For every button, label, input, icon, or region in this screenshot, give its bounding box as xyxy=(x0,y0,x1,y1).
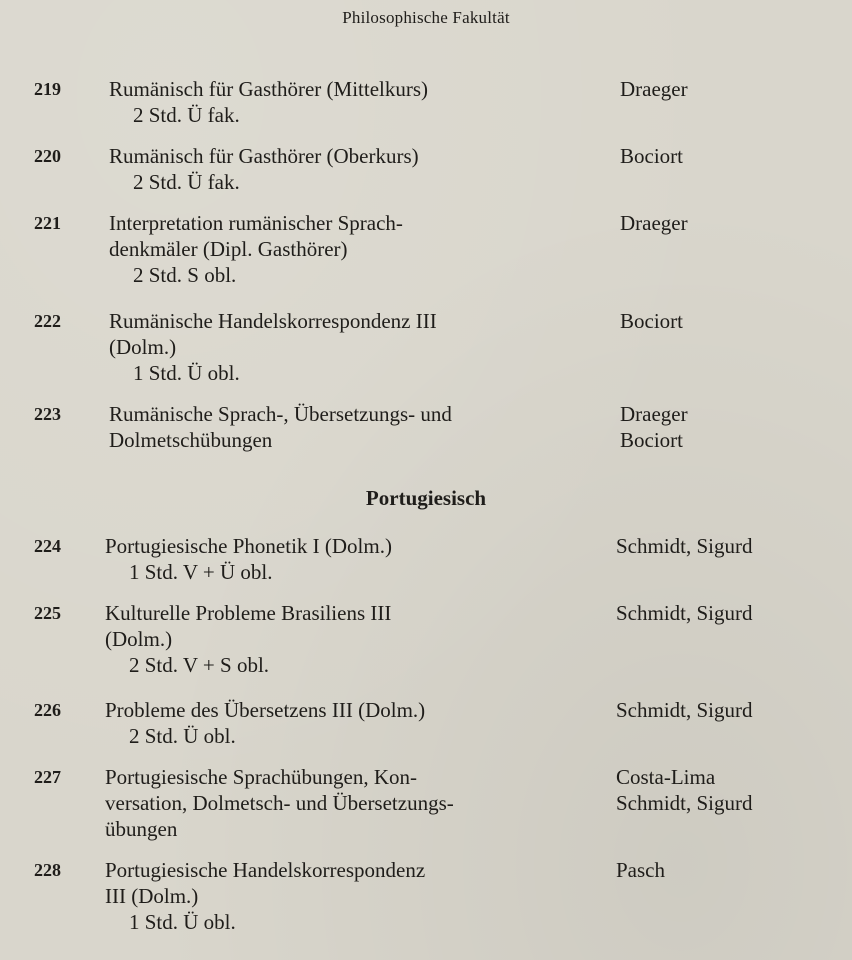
course-title xyxy=(105,764,605,842)
course-hours: 2 Std. Ü obl. xyxy=(129,724,236,748)
course-teacher xyxy=(616,697,753,723)
course-title-line: versation, Dolmetsch- und Übersetzungs- xyxy=(105,791,454,815)
course-teacher xyxy=(620,210,688,236)
course-number: 223 xyxy=(34,404,61,424)
course-title-line: Portugiesische Phonetik I (Dolm.) xyxy=(105,534,392,558)
teacher-name: Bociort xyxy=(620,144,683,168)
course-teacher xyxy=(616,533,753,559)
course-number: 226 xyxy=(34,700,61,720)
teacher-name: Bociort xyxy=(620,428,683,452)
course-title-line: III (Dolm.) xyxy=(105,884,199,908)
course-teacher xyxy=(620,143,683,169)
teacher-name: Schmidt, Sigurd xyxy=(616,791,753,815)
course-hours: 2 Std. V + S obl. xyxy=(129,653,270,677)
course-title xyxy=(105,857,605,935)
course-title xyxy=(109,210,609,288)
course-teacher xyxy=(620,308,683,334)
course-hours: 1 Std. V + Ü obl. xyxy=(129,560,273,584)
course-title-line: Probleme des Übersetzens III (Dolm.) xyxy=(105,698,426,722)
course-hours: 2 Std. Ü fak. xyxy=(133,103,240,127)
teacher-name: Bociort xyxy=(620,309,683,333)
course-hours: 2 Std. S obl. xyxy=(133,263,237,287)
course-title-line: Rumänische Handelskorrespondenz III xyxy=(109,309,437,333)
course-title-line: Dolmetschübungen xyxy=(109,428,273,452)
course-title xyxy=(105,697,605,749)
course-title-line: Rumänische Sprach-, Übersetzungs- und xyxy=(109,402,452,426)
course-teacher xyxy=(616,764,753,816)
teacher-name: Schmidt, Sigurd xyxy=(616,601,753,625)
teacher-name: Schmidt, Sigurd xyxy=(616,698,753,722)
course-hours: 1 Std. Ü obl. xyxy=(129,910,236,934)
course-number: 222 xyxy=(34,311,61,331)
course-title-line: (Dolm.) xyxy=(105,627,173,651)
course-number: 221 xyxy=(34,213,61,233)
course-title-line: (Dolm.) xyxy=(109,335,177,359)
course-teacher xyxy=(620,76,688,102)
course-number: 220 xyxy=(34,146,61,166)
course-hours: 2 Std. Ü fak. xyxy=(133,170,240,194)
course-title xyxy=(109,308,609,386)
section-heading: Portugiesisch xyxy=(365,486,487,510)
teacher-name: Schmidt, Sigurd xyxy=(616,534,753,558)
course-number: 228 xyxy=(34,860,61,880)
course-number: 219 xyxy=(34,79,61,99)
course-number: 224 xyxy=(34,536,61,556)
course-title-line: Portugiesische Sprachübungen, Kon- xyxy=(105,765,418,789)
course-title-line: übungen xyxy=(105,817,178,841)
course-title xyxy=(109,143,609,195)
course-title xyxy=(109,401,609,453)
course-title xyxy=(105,533,605,585)
course-teacher xyxy=(616,857,665,883)
course-hours: 1 Std. Ü obl. xyxy=(133,361,240,385)
teacher-name: Pasch xyxy=(616,858,665,882)
course-number: 225 xyxy=(34,603,61,623)
teacher-name: Draeger xyxy=(620,211,688,235)
page-header: Philosophische Fakultät xyxy=(342,8,510,27)
course-title xyxy=(109,76,609,128)
course-title-line: denkmäler (Dipl. Gasthörer) xyxy=(109,237,348,261)
teacher-name: Draeger xyxy=(620,77,688,101)
course-title xyxy=(105,600,605,678)
course-teacher xyxy=(620,401,688,453)
course-number: 227 xyxy=(34,767,61,787)
course-title-line: Rumänisch für Gasthörer (Mittelkurs) xyxy=(109,77,429,101)
course-title-line: Kulturelle Probleme Brasiliens III xyxy=(105,601,392,625)
course-title-line: Portugiesische Handelskorrespondenz xyxy=(105,858,426,882)
course-title-line: Interpretation rumänischer Sprach- xyxy=(109,211,403,235)
course-title-line: Rumänisch für Gasthörer (Oberkurs) xyxy=(109,144,419,168)
course-teacher xyxy=(616,600,753,626)
teacher-name: Draeger xyxy=(620,402,688,426)
teacher-name: Costa-Lima xyxy=(616,765,716,789)
